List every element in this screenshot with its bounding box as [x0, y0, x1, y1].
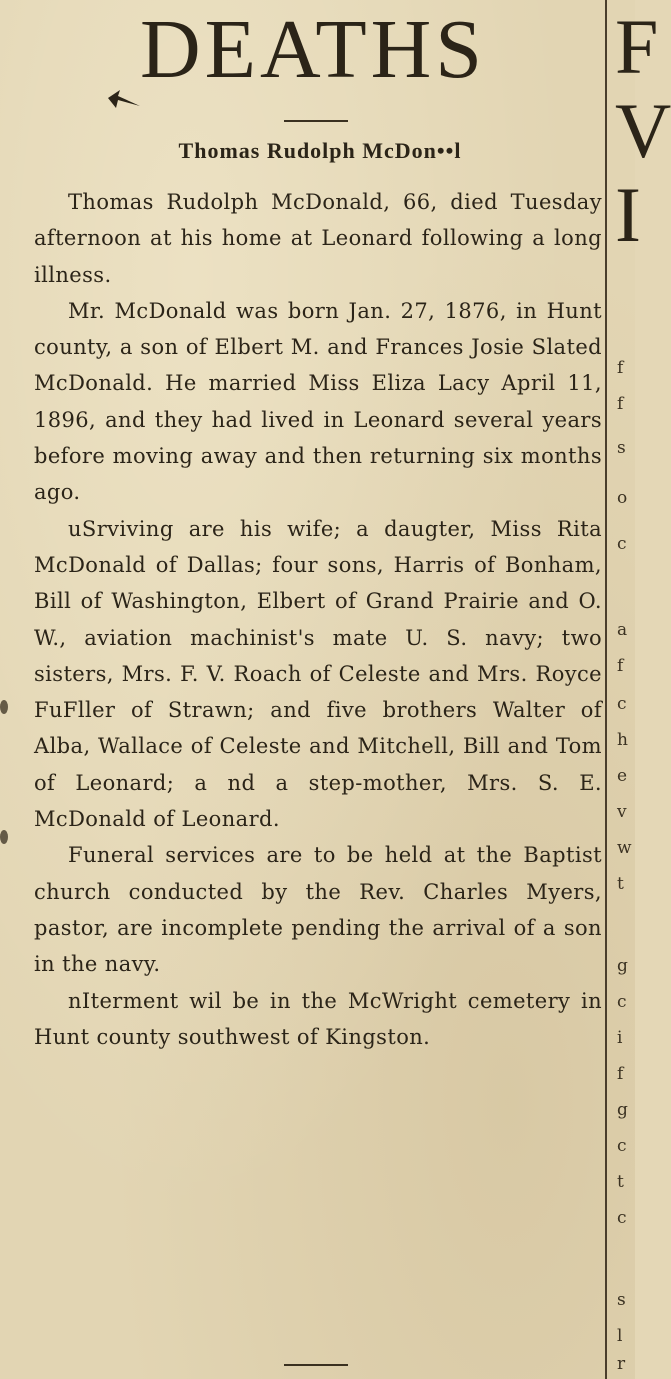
adjacent-big-letter: I [615, 171, 641, 258]
adjacent-letter: s [617, 1290, 626, 1310]
column-rule [605, 0, 607, 1379]
adjacent-letter: c [617, 1136, 627, 1156]
adjacent-letter: g [617, 1100, 628, 1120]
adjacent-big-letter: V [615, 87, 671, 174]
obituary-name-headline: Thomas Rudolph McDon••l [178, 138, 462, 163]
heading-divider [284, 120, 348, 122]
adjacent-letter: g [617, 956, 628, 976]
page-edge-mark [0, 830, 8, 844]
paragraph-intro: Thomas Rudolph McDonald, 66, died Tuesday afternoon at his home at Leonard following a long illness. [34, 190, 602, 287]
adjacent-letter: f [617, 656, 624, 676]
pen-mark-icon [106, 84, 146, 114]
adjacent-letter: s [617, 438, 626, 458]
adjacent-letter: t [617, 874, 624, 894]
adjacent-letter: r [617, 1354, 626, 1374]
paragraph-interment: nIterment wil be in the McWright cemetery in Hunt county southwest of Kingston. [34, 988, 602, 1049]
adjacent-letter: a [617, 620, 628, 640]
adjacent-letter: c [617, 694, 627, 714]
obituary-body [34, 184, 602, 1055]
paragraph-survivors: uSrviving are his wife; a daugter, Miss Rita McDonald of Dallas; four sons, Harris of Bonham, Bill of Washington, Elbert of Grand Prairie and O. W., aviation machinist's mate U. S. navy; two sisters, Mrs. F. V. Roach of Celeste and Mrs. Royce FuFller of Strawn; and five brothers Walter of Alba, Wallace of Celeste and Mitchell, Bill and Tom of Leonard; a nd a step-mother, Mrs. S. E. McDonald of Leonard. [34, 516, 602, 832]
paragraph-biography: Mr. McDonald was born Jan. 27, 1876, in Hunt county, a son of Elbert M. and Frances Josie Slated McDonald. He married Miss Eliza Lacy April 11, 1896, and they had lived in Leonard several years before moving away and then returning six months ago. [34, 298, 602, 505]
section-heading: DEATHS [140, 3, 487, 96]
adjacent-letter: v [617, 802, 627, 822]
adjacent-column-fragment [613, 0, 671, 1379]
adjacent-letter: t [617, 1172, 624, 1192]
adjacent-letter: c [617, 534, 627, 554]
adjacent-letter: i [617, 1028, 623, 1048]
adjacent-letter: w [617, 838, 632, 858]
adjacent-letter: f [617, 394, 624, 414]
adjacent-letter: c [617, 992, 627, 1012]
adjacent-letter: o [617, 488, 628, 508]
paragraph-funeral: Funeral services are to be held at the Baptist church conducted by the Rev. Charles Myers, pastor, are incomplete pending the arrival of a son in the navy. [34, 843, 602, 977]
adjacent-letter: e [617, 766, 628, 786]
adjacent-letter: l [617, 1326, 623, 1346]
closing-divider [284, 1364, 348, 1366]
page-edge-mark [0, 700, 8, 714]
adjacent-letter: h [617, 730, 628, 750]
adjacent-letter: f [617, 1064, 624, 1084]
adjacent-letter: c [617, 1208, 627, 1228]
adjacent-letter: f [617, 358, 624, 378]
adjacent-big-letter: F [615, 3, 659, 90]
